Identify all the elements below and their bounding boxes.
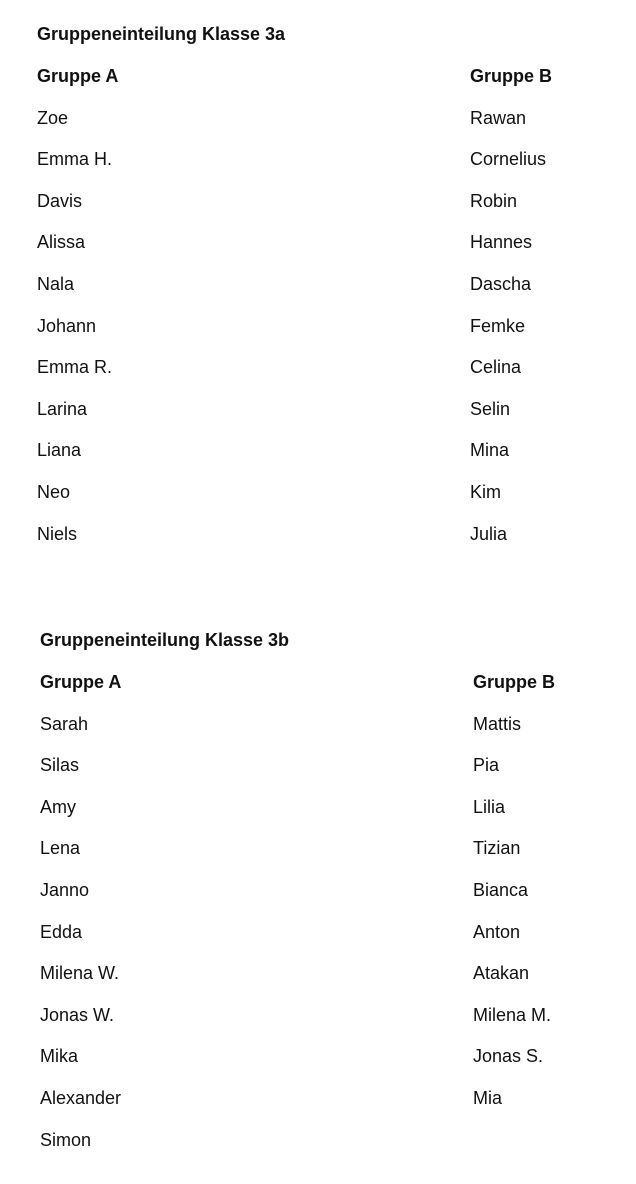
group-b-column (473, 670, 555, 1128)
list-item: Tizian (473, 838, 521, 859)
list-item: Davis (37, 190, 83, 211)
list-item: Larina (37, 398, 88, 419)
group-a-list (37, 106, 118, 546)
list-item: Silas (40, 755, 80, 776)
list-item: Anton (473, 921, 521, 942)
list-item: Alexander (40, 1087, 122, 1108)
list-item: Lena (40, 838, 81, 859)
group-a-column (37, 64, 118, 563)
list-item: Robin (470, 190, 518, 211)
list-item: Femke (470, 315, 526, 336)
list-item: Edda (40, 921, 83, 942)
group-b-column (470, 64, 552, 563)
list-item: Simon (40, 1129, 92, 1150)
list-item: Zoe (37, 107, 69, 128)
list-item: Emma R. (37, 357, 113, 378)
list-item: Nala (37, 273, 75, 294)
list-item: Sarah (40, 713, 89, 734)
list-item: Janno (40, 879, 90, 900)
list-item: Mina (470, 440, 510, 461)
list-item: Neo (37, 481, 71, 502)
list-item: Emma H. (37, 149, 113, 170)
list-item: Milena M. (473, 1004, 552, 1025)
group-a-header: Gruppe A (40, 672, 122, 692)
list-item: Bianca (473, 879, 529, 900)
section-title: Gruppeneinteilung Klasse 3a (37, 24, 286, 44)
group-a-list (40, 712, 121, 1152)
list-item: Jonas S. (473, 1046, 544, 1067)
list-item: Jonas W. (40, 1004, 115, 1025)
group-b-list (470, 106, 552, 546)
group-a-header: Gruppe A (37, 66, 119, 86)
list-item: Julia (470, 523, 508, 544)
list-item: Johann (37, 315, 97, 336)
list-item: Lilia (473, 796, 506, 817)
group-b-header: Gruppe B (473, 672, 556, 692)
list-item: Milena W. (40, 963, 120, 984)
list-item: Amy (40, 796, 76, 817)
section-title: Gruppeneinteilung Klasse 3b (40, 630, 290, 650)
list-item: Alissa (37, 232, 86, 253)
list-item: Rawan (470, 107, 527, 128)
group-a-column (40, 670, 121, 1169)
list-item: Dascha (470, 273, 532, 294)
list-item: Liana (37, 440, 82, 461)
list-item: Celina (470, 357, 522, 378)
list-item: Mika (40, 1046, 79, 1067)
list-item: Niels (37, 523, 78, 544)
list-item: Hannes (470, 232, 533, 253)
list-item: Mia (473, 1087, 503, 1108)
list-item: Cornelius (470, 149, 547, 170)
list-item: Atakan (473, 963, 530, 984)
list-item: Selin (470, 398, 511, 419)
group-b-list (473, 712, 555, 1110)
list-item: Mattis (473, 713, 522, 734)
list-item: Pia (473, 755, 500, 776)
group-b-header: Gruppe B (470, 66, 553, 86)
list-item: Kim (470, 481, 501, 502)
